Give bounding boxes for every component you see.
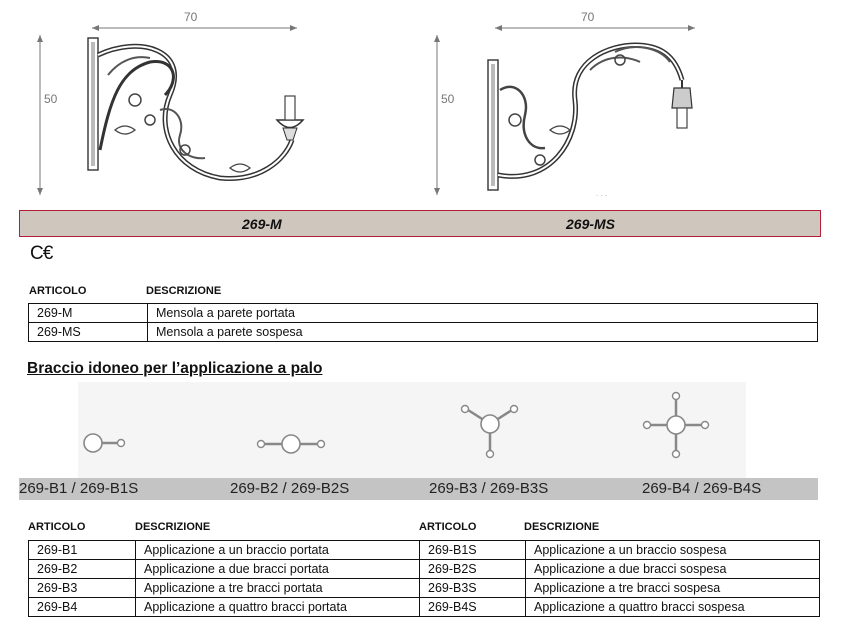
three-arm-diagram-icon [462, 406, 518, 458]
article-code: 269-MS [29, 323, 148, 342]
table-row [29, 579, 820, 598]
table-row [29, 560, 820, 579]
bracket-illustration-sospesa [420, 0, 843, 205]
article-description: Applicazione a due bracci portata [136, 560, 420, 579]
article-description: Applicazione a quattro bracci portata [136, 598, 420, 617]
table-row [29, 541, 820, 560]
height-dimension-right: 50 [441, 92, 455, 106]
table-row [29, 323, 818, 342]
height-dimension-left: 50 [44, 92, 58, 106]
table2-header-description-left: DESCRIZIONE [135, 521, 211, 533]
article-code: 269-B1 [29, 541, 136, 560]
article-description: Applicazione a un braccio portata [136, 541, 420, 560]
article-description: Applicazione a due bracci sospesa [526, 560, 820, 579]
article-description: Applicazione a quattro bracci sospesa [526, 598, 820, 617]
product-name-269-ms: 269-MS [566, 216, 616, 232]
article-code: 269-M [29, 304, 148, 323]
article-code: 269-B2 [29, 560, 136, 579]
table2-header-article-right: ARTICOLO [419, 521, 477, 533]
one-arm-diagram-icon [84, 434, 125, 452]
product-name-band [19, 210, 821, 237]
arm-code-b2: 269-B2 / 269-B2S [230, 480, 350, 497]
article-description: Mensola a parete portata [148, 304, 818, 323]
svg-text:. . .: . . . [596, 189, 608, 198]
table-row [29, 304, 818, 323]
article-description: Applicazione a tre bracci sospesa [526, 579, 820, 598]
four-arm-diagram-icon [644, 393, 709, 458]
article-code: 269-B4 [29, 598, 136, 617]
table2-header-description-right: DESCRIZIONE [524, 521, 600, 533]
article-code: 269-B3S [420, 579, 526, 598]
arm-diagram-panel [78, 382, 746, 478]
table2-header-article-left: ARTICOLO [28, 521, 86, 533]
section-title: Braccio idoneo per l’applicazione a palo [27, 360, 323, 377]
article-description: Mensola a parete sospesa [148, 323, 818, 342]
width-dimension-right: 70 [581, 10, 595, 24]
arm-code-b1: 269-B1 / 269-B1S [19, 480, 139, 497]
width-dimension-left: 70 [184, 10, 198, 24]
product-name-269-m: 269-M [242, 216, 282, 232]
arm-articles-table [28, 540, 820, 617]
article-code: 269-B1S [420, 541, 526, 560]
bracket-drawing-269-m [0, 0, 420, 205]
table-row [29, 598, 820, 617]
arm-code-b3: 269-B3 / 269-B3S [429, 480, 549, 497]
ce-mark: C€ [30, 243, 53, 264]
article-code: 269-B4S [420, 598, 526, 617]
arm-code-band [19, 478, 818, 500]
table1-header-article: ARTICOLO [29, 285, 87, 297]
article-description: Applicazione a un braccio sospesa [526, 541, 820, 560]
table1-header-description: DESCRIZIONE [146, 285, 222, 297]
arm-code-b4: 269-B4 / 269-B4S [642, 480, 762, 497]
bracket-illustration-portata [0, 0, 420, 205]
arm-configuration-diagrams [78, 382, 746, 478]
article-code: 269-B2S [420, 560, 526, 579]
article-description: Applicazione a tre bracci portata [136, 579, 420, 598]
articles-table [28, 303, 818, 342]
article-code: 269-B3 [29, 579, 136, 598]
two-arm-diagram-icon [258, 435, 325, 453]
bracket-drawing-269-ms [420, 0, 843, 205]
